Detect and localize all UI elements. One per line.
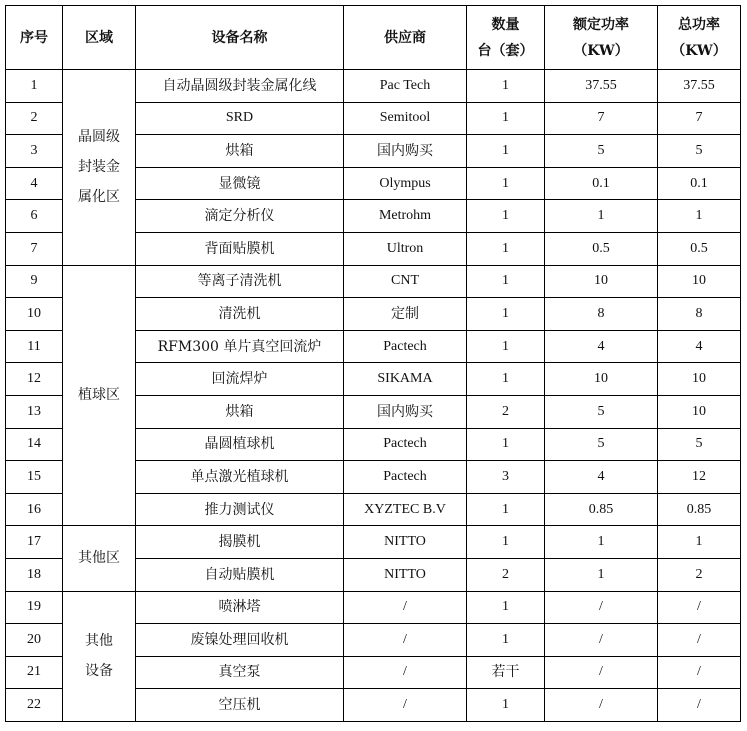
cell-seq: 20	[6, 624, 63, 657]
cell-name: 滴定分析仪	[136, 200, 344, 233]
cell-name: 清洗机	[136, 298, 344, 331]
header-qty-line1: 数量	[491, 16, 520, 33]
cell-name: 空压机	[136, 689, 344, 722]
header-qty-line2: 台（套）	[477, 42, 534, 59]
cell-total: /	[658, 656, 741, 689]
cell-supplier: /	[344, 689, 467, 722]
cell-total: 2	[658, 558, 741, 591]
header-row	[6, 6, 741, 70]
header-qty	[467, 6, 545, 70]
cell-supplier: CNT	[344, 265, 467, 298]
cell-rated: 10	[545, 363, 658, 396]
cell-supplier: NITTO	[344, 526, 467, 559]
cell-name: 自动贴膜机	[136, 558, 344, 591]
cell-rated: 0.85	[545, 493, 658, 526]
cell-total: 5	[658, 428, 741, 461]
cell-total: 8	[658, 298, 741, 331]
cell-name: 真空泵	[136, 656, 344, 689]
cell-name: 自动晶圆级封装金属化线	[136, 70, 344, 103]
cell-seq: 11	[6, 330, 63, 363]
cell-seq: 12	[6, 363, 63, 396]
header-area: 区域	[63, 6, 136, 70]
cell-supplier: /	[344, 591, 467, 624]
cell-total: 0.85	[658, 493, 741, 526]
cell-rated: 5	[545, 135, 658, 168]
cell-qty: 1	[467, 102, 545, 135]
cell-qty: 1	[467, 624, 545, 657]
cell-name: 推力测试仪	[136, 493, 344, 526]
header-seq: 序号	[6, 6, 63, 70]
cell-rated: 7	[545, 102, 658, 135]
header-total-line1: 总功率	[678, 16, 720, 33]
cell-total: 10	[658, 395, 741, 428]
cell-seq: 2	[6, 102, 63, 135]
cell-name: 显微镜	[136, 167, 344, 200]
cell-total: 1	[658, 200, 741, 233]
cell-seq: 22	[6, 689, 63, 722]
cell-total: /	[658, 624, 741, 657]
cell-qty: 若干	[467, 656, 545, 689]
cell-seq: 18	[6, 558, 63, 591]
cell-seq: 9	[6, 265, 63, 298]
cell-total: /	[658, 591, 741, 624]
cell-seq: 19	[6, 591, 63, 624]
table-row	[6, 70, 741, 103]
header-rated-line2: （KW）	[573, 42, 629, 59]
cell-seq: 21	[6, 656, 63, 689]
cell-qty: 1	[467, 70, 545, 103]
cell-qty: 1	[467, 298, 545, 331]
cell-qty: 1	[467, 591, 545, 624]
cell-rated: /	[545, 689, 658, 722]
cell-rated: 8	[545, 298, 658, 331]
cell-qty: 1	[467, 689, 545, 722]
cell-rated: 37.55	[545, 70, 658, 103]
cell-rated: 0.5	[545, 232, 658, 265]
area-line: 其他	[85, 633, 113, 650]
cell-rated: /	[545, 591, 658, 624]
cell-seq: 3	[6, 135, 63, 168]
cell-supplier: /	[344, 656, 467, 689]
cell-total: 10	[658, 363, 741, 396]
cell-total: 5	[658, 135, 741, 168]
header-total-line2: （KW）	[671, 42, 727, 59]
cell-name: SRD	[136, 102, 344, 135]
cell-supplier: NITTO	[344, 558, 467, 591]
cell-qty: 1	[467, 428, 545, 461]
area-line: 植球区	[78, 387, 120, 404]
cell-qty: 1	[467, 330, 545, 363]
table-row	[6, 265, 741, 298]
cell-name: 揭膜机	[136, 526, 344, 559]
cell-rated: /	[545, 656, 658, 689]
area-line: 属化区	[78, 189, 120, 206]
cell-supplier: Pac Tech	[344, 70, 467, 103]
cell-name: 晶圆植球机	[136, 428, 344, 461]
cell-name: 废镍处理回收机	[136, 624, 344, 657]
cell-qty: 2	[467, 395, 545, 428]
cell-rated: 1	[545, 200, 658, 233]
header-name: 设备名称	[136, 6, 344, 70]
cell-name: 单点激光植球机	[136, 461, 344, 494]
cell-supplier: Semitool	[344, 102, 467, 135]
equipment-table	[5, 5, 741, 722]
cell-supplier: /	[344, 624, 467, 657]
cell-qty: 1	[467, 135, 545, 168]
header-rated-power	[545, 6, 658, 70]
area-line: 其他区	[78, 550, 120, 567]
cell-total: 0.1	[658, 167, 741, 200]
cell-supplier: 国内购买	[344, 395, 467, 428]
cell-seq: 6	[6, 200, 63, 233]
cell-qty: 1	[467, 265, 545, 298]
header-supplier: 供应商	[344, 6, 467, 70]
cell-seq: 16	[6, 493, 63, 526]
cell-total: /	[658, 689, 741, 722]
cell-rated: 0.1	[545, 167, 658, 200]
header-total-power	[658, 6, 741, 70]
cell-name: 喷淋塔	[136, 591, 344, 624]
cell-name: 等离子清洗机	[136, 265, 344, 298]
cell-rated: 4	[545, 330, 658, 363]
cell-supplier: XYZTEC B.V	[344, 493, 467, 526]
cell-supplier: Pactech	[344, 330, 467, 363]
cell-supplier: Metrohm	[344, 200, 467, 233]
cell-total: 7	[658, 102, 741, 135]
cell-rated: 1	[545, 526, 658, 559]
cell-qty: 1	[467, 363, 545, 396]
area-other-equipment	[63, 591, 136, 721]
cell-seq: 7	[6, 232, 63, 265]
cell-total: 37.55	[658, 70, 741, 103]
table-row	[6, 526, 741, 559]
cell-supplier: 定制	[344, 298, 467, 331]
cell-name: 回流焊炉	[136, 363, 344, 396]
area-wafer-metallization	[63, 70, 136, 266]
area-line: 设备	[85, 663, 113, 680]
cell-total: 0.5	[658, 232, 741, 265]
cell-qty: 1	[467, 232, 545, 265]
cell-rated: 10	[545, 265, 658, 298]
cell-total: 12	[658, 461, 741, 494]
cell-total: 10	[658, 265, 741, 298]
cell-seq: 17	[6, 526, 63, 559]
cell-supplier: Ultron	[344, 232, 467, 265]
area-ball-placement	[63, 265, 136, 526]
cell-rated: 4	[545, 461, 658, 494]
cell-supplier: 国内购买	[344, 135, 467, 168]
cell-supplier: Pactech	[344, 461, 467, 494]
cell-rated: /	[545, 624, 658, 657]
cell-rated: 5	[545, 395, 658, 428]
cell-rated: 1	[545, 558, 658, 591]
cell-total: 4	[658, 330, 741, 363]
cell-qty: 1	[467, 526, 545, 559]
cell-supplier: Olympus	[344, 167, 467, 200]
cell-name: 背面贴膜机	[136, 232, 344, 265]
cell-seq: 13	[6, 395, 63, 428]
area-line: 晶圆级	[78, 129, 120, 146]
cell-supplier: Pactech	[344, 428, 467, 461]
cell-seq: 14	[6, 428, 63, 461]
cell-name: RFM300 单片真空回流炉	[136, 330, 344, 363]
cell-name: 烘箱	[136, 135, 344, 168]
cell-name: 烘箱	[136, 395, 344, 428]
cell-qty: 1	[467, 493, 545, 526]
cell-seq: 1	[6, 70, 63, 103]
cell-supplier: SIKAMA	[344, 363, 467, 396]
cell-qty: 2	[467, 558, 545, 591]
cell-qty: 3	[467, 461, 545, 494]
area-other	[63, 526, 136, 591]
table-row	[6, 591, 741, 624]
cell-total: 1	[658, 526, 741, 559]
cell-seq: 15	[6, 461, 63, 494]
cell-seq: 4	[6, 167, 63, 200]
cell-rated: 5	[545, 428, 658, 461]
cell-qty: 1	[467, 200, 545, 233]
area-line: 封装金	[78, 159, 120, 176]
cell-qty: 1	[467, 167, 545, 200]
cell-seq: 10	[6, 298, 63, 331]
header-rated-line1: 额定功率	[573, 16, 629, 33]
